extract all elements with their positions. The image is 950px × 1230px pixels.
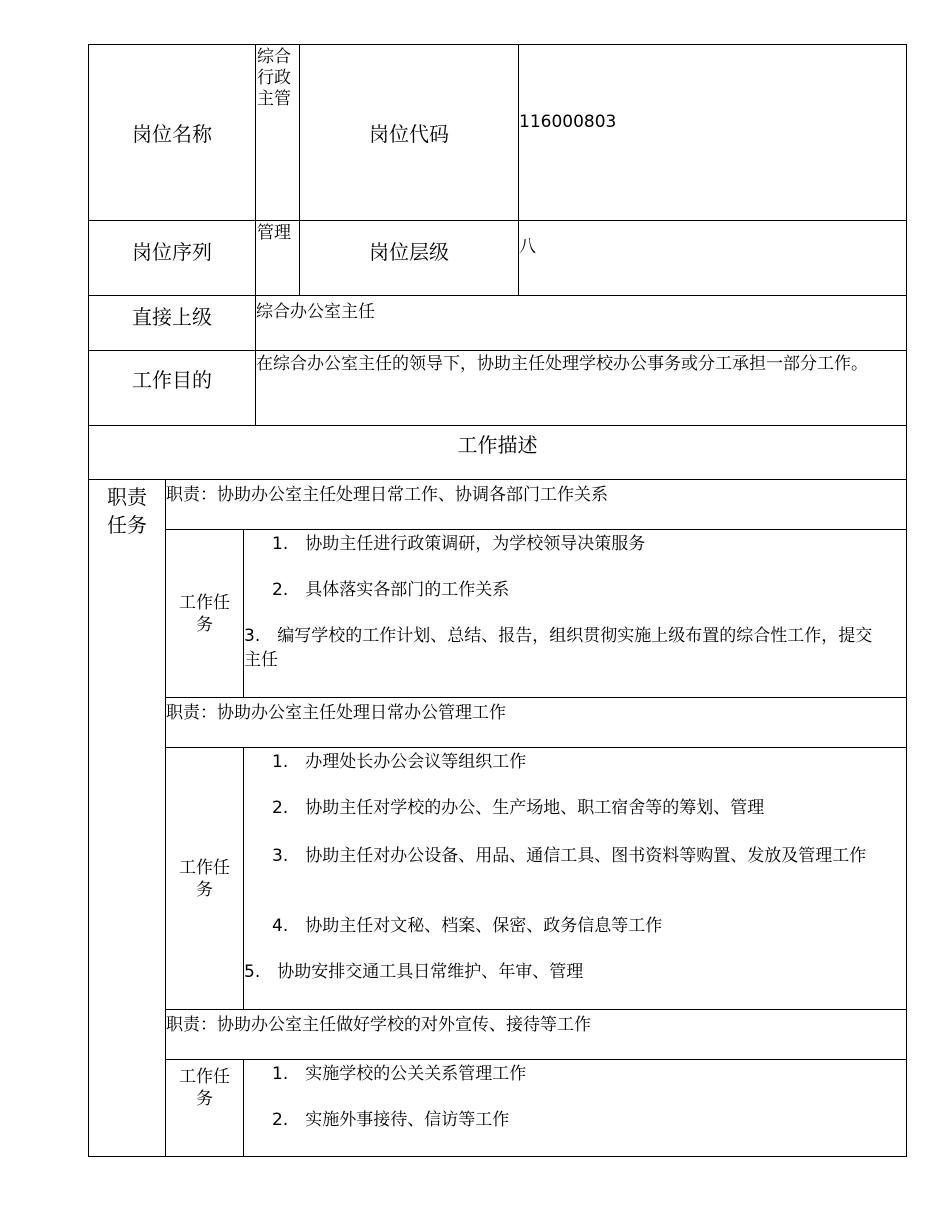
post-level-label: 岗位层级 — [299, 220, 519, 296]
post-code-value: 116000803 — [518, 44, 907, 221]
task-2-5: 5. 协助安排交通工具日常维护、年审、管理 — [244, 962, 584, 982]
task-label-2-text: 工作任务 — [179, 857, 230, 900]
superior-value: 综合办公室主任 — [255, 295, 907, 351]
task-1-3: 3. 编写学校的工作计划、总结、报告，组织贯彻实施上级布置的综合性工作，提交主任 — [244, 626, 873, 670]
responsibility-2: 职责：协助办公室主任处理日常办公管理工作 — [165, 697, 907, 748]
task-label-3-text: 工作任务 — [179, 1067, 230, 1109]
duties-label — [88, 479, 166, 1157]
task-list-2 — [243, 747, 907, 1010]
task-3-2: 2. 实施外事接待、信访等工作 — [272, 1110, 510, 1130]
task-3-1: 1. 实施学校的公关关系管理工作 — [272, 1064, 527, 1084]
post-name-value: 综合行政主管 — [255, 44, 300, 221]
task-label-2 — [165, 747, 244, 1010]
purpose-label: 工作目的 — [88, 350, 256, 426]
task-label-3 — [165, 1059, 244, 1157]
task-2-2: 2. 协助主任对学校的办公、生产场地、职工宿舍等的筹划、管理 — [272, 798, 765, 818]
task-2-4: 4. 协助主任对文秘、档案、保密、政务信息等工作 — [272, 916, 663, 936]
purpose-value: 在综合办公室主任的领导下，协助主任处理学校办公事务或分工承担一部分工作。 — [255, 350, 907, 426]
description-title: 工作描述 — [88, 425, 907, 480]
task-list-3 — [243, 1059, 907, 1157]
task-list-1 — [243, 529, 907, 698]
responsibility-1: 职责：协助办公室主任处理日常工作、协调各部门工作关系 — [165, 479, 907, 530]
task-label-1-text: 工作任务 — [179, 592, 230, 635]
task-1-1: 1. 协助主任进行政策调研，为学校领导决策服务 — [272, 534, 646, 554]
task-label-1 — [165, 529, 244, 698]
responsibility-3: 职责：协助办公室主任做好学校的对外宣传、接待等工作 — [165, 1009, 907, 1060]
task-2-3: 3. 协助主任对办公设备、用品、通信工具、图书资料等购置、发放及管理工作 — [272, 846, 867, 866]
post-series-value: 管理 — [255, 220, 300, 296]
post-level-value: 八 — [518, 220, 907, 296]
post-name-label: 岗位名称 — [88, 44, 256, 221]
duties-label-text: 职责任务 — [107, 485, 147, 537]
post-series-label: 岗位序列 — [88, 220, 256, 296]
task-2-1: 1. 办理处长办公会议等组织工作 — [272, 752, 527, 772]
superior-label: 直接上级 — [88, 295, 256, 351]
post-code-label: 岗位代码 — [299, 44, 519, 221]
task-1-2: 2. 具体落实各部门的工作关系 — [272, 580, 510, 600]
